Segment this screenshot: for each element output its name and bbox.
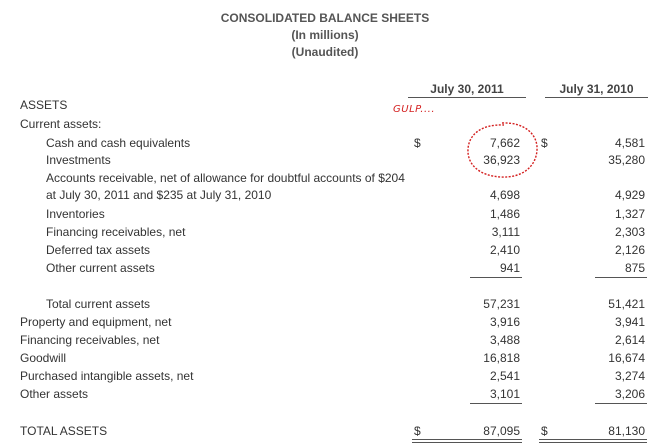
highlight-circle-icon — [464, 120, 540, 180]
value-2011: 4,698 — [489, 188, 520, 202]
value-2011: 36,923 — [483, 153, 520, 167]
row-label-deferred-tax: Deferred tax assets — [46, 243, 151, 257]
row-label-cash: Cash and cash equivalents — [46, 136, 191, 150]
value-2011: 87,095 — [483, 424, 520, 438]
subtotal-rule — [595, 403, 647, 404]
row-label-financing-receivables: Financing receivables, net — [46, 225, 186, 239]
total-double-rule — [412, 439, 522, 443]
handwritten-annotation: GULP.... — [393, 104, 436, 115]
value-2010: 16,674 — [608, 351, 645, 365]
currency-symbol: $ — [414, 136, 421, 150]
value-2011: 16,818 — [483, 351, 520, 365]
row-label-other-current: Other current assets — [46, 261, 155, 275]
row-label-accounts-receivable: Accounts receivable, net of allowance for doubtful accounts of $204 — [46, 171, 405, 185]
value-2011: 1,486 — [489, 207, 520, 221]
currency-symbol: $ — [541, 136, 548, 150]
row-label-other-assets: Other assets — [20, 387, 89, 401]
currency-symbol: $ — [541, 424, 548, 438]
subtotal-rule — [595, 277, 647, 278]
column-underline-2010 — [545, 97, 648, 98]
value-2011: 3,488 — [489, 333, 520, 347]
row-label-current-assets: Current assets: — [20, 117, 102, 131]
value-2010: 1,327 — [614, 207, 645, 221]
row-label-goodwill: Goodwill — [20, 351, 67, 365]
value-2010: 2,126 — [614, 243, 645, 257]
statement-audit-status: (Unaudited) — [291, 45, 359, 59]
value-2010: 35,280 — [608, 153, 645, 167]
value-2010: 3,941 — [614, 315, 645, 329]
value-2011: 3,101 — [489, 387, 520, 401]
total-double-rule — [539, 439, 647, 443]
value-2011: 2,410 — [489, 243, 520, 257]
value-2011: 7,662 — [489, 136, 520, 150]
value-2010: 51,421 — [608, 297, 645, 311]
value-2010: 3,206 — [614, 387, 645, 401]
value-2010: 81,130 — [608, 424, 645, 438]
row-label-financing-receivables-lt: Financing receivables, net — [20, 333, 160, 347]
row-label-total-current: Total current assets — [46, 297, 151, 311]
column-header-2011: July 30, 2011 — [430, 82, 504, 96]
value-2011: 57,231 — [483, 297, 520, 311]
row-label-property: Property and equipment, net — [20, 315, 172, 329]
row-label-inventories: Inventories — [46, 207, 105, 221]
value-2010: 4,581 — [614, 136, 645, 150]
value-2010: 3,274 — [614, 369, 645, 383]
value-2011: 2,541 — [489, 369, 520, 383]
row-label-investments: Investments — [46, 153, 111, 167]
row-label-accounts-receivable-cont: at July 30, 2011 and $235 at July 31, 2010 — [46, 188, 272, 202]
subtotal-rule — [470, 277, 522, 278]
currency-symbol: $ — [414, 424, 421, 438]
statement-units: (In millions) — [291, 28, 359, 42]
value-2011: 3,916 — [489, 315, 520, 329]
value-2010: 2,303 — [614, 225, 645, 239]
row-label-total-assets: TOTAL ASSETS — [20, 424, 108, 438]
row-label-intangibles: Purchased intangible assets, net — [20, 369, 194, 383]
value-2010: 4,929 — [614, 188, 645, 202]
value-2011: 3,111 — [491, 225, 520, 239]
column-underline-2011 — [408, 97, 526, 98]
row-label-assets: ASSETS — [20, 98, 68, 112]
subtotal-rule — [470, 403, 522, 404]
value-2011: 941 — [499, 261, 520, 275]
column-header-2010: July 31, 2010 — [559, 82, 634, 96]
value-2010: 875 — [624, 261, 645, 275]
value-2010: 2,614 — [614, 333, 645, 347]
statement-title: CONSOLIDATED BALANCE SHEETS — [220, 11, 430, 25]
